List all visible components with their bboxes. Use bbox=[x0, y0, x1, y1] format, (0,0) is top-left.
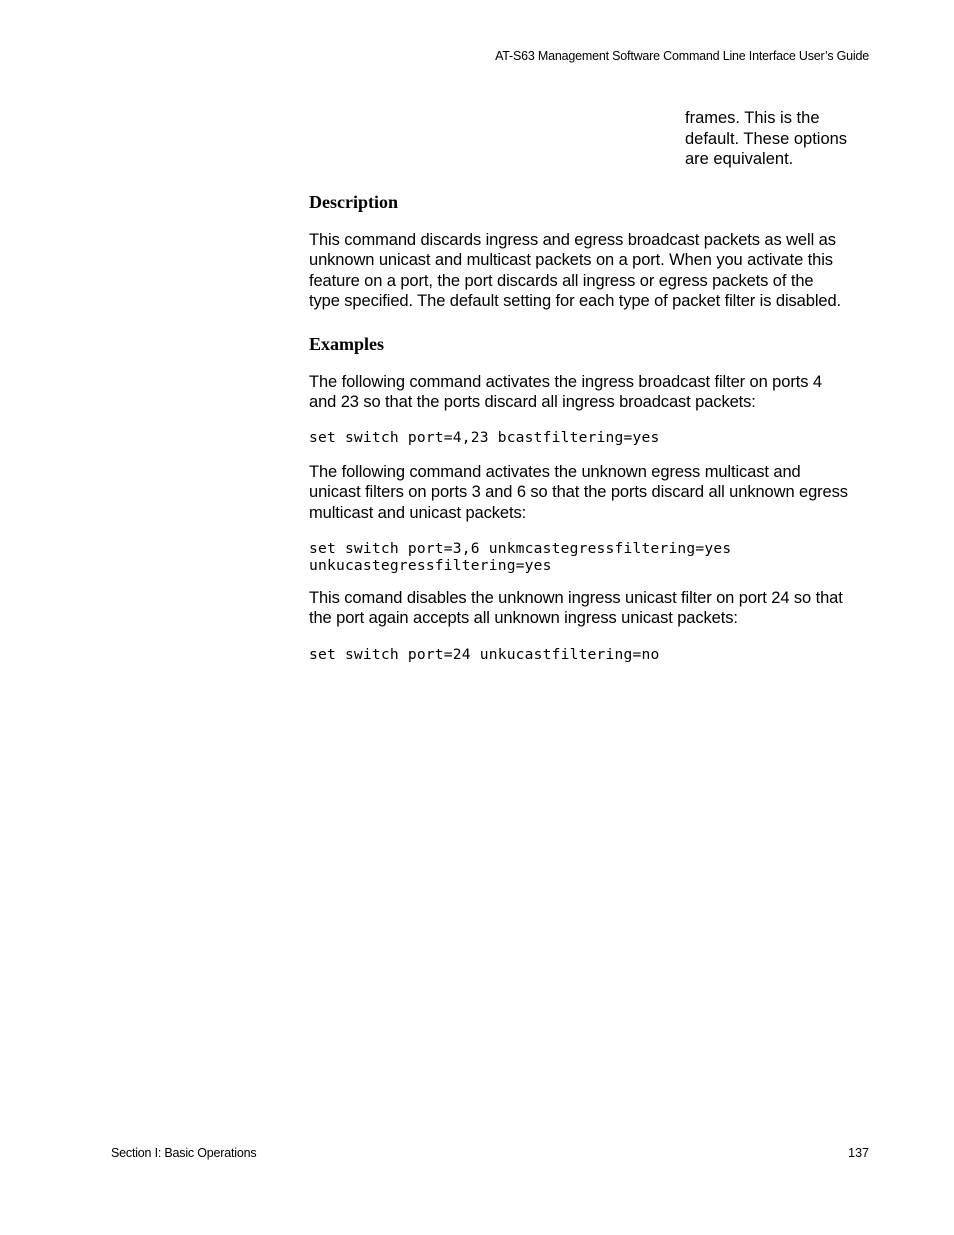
paragraph-line: and 23 so that the ports discard all ingress broadcast packets: bbox=[309, 393, 756, 412]
paragraph-line: The following command activates the unknown egress multicast and bbox=[309, 463, 801, 481]
examples-heading: Examples bbox=[309, 334, 385, 354]
paragraph-line: This comand disables the unknown ingress unicast filter on port 24 so that bbox=[309, 589, 843, 607]
code-line: set switch port=3,6 unkmcastegressfiltering=yes bbox=[309, 540, 732, 557]
code-line: set switch port=24 unkucastfiltering=no bbox=[309, 646, 660, 663]
code-line: unkucastegressfiltering=yes bbox=[309, 556, 552, 574]
continuation-line: default. These options bbox=[685, 129, 848, 148]
paragraph-line: unknown unicast and multicast packets on a port. When you activate this bbox=[309, 251, 833, 270]
description-paragraph bbox=[309, 230, 873, 312]
footer-section-title: Section I: Basic Operations bbox=[111, 1146, 257, 1160]
option-continuation-text bbox=[685, 108, 875, 170]
paragraph-line: the port again accepts all unknown ingress unicast packets: bbox=[309, 609, 738, 628]
continuation-line: are equivalent. bbox=[685, 150, 794, 168]
footer-page-number: 137 bbox=[848, 1146, 869, 1160]
paragraph-line: This command discards ingress and egress broadcast packets as well as bbox=[309, 231, 836, 249]
continuation-line: frames. This is the bbox=[685, 109, 820, 127]
paragraph-line: The following command activates the ingress broadcast filter on ports 4 bbox=[309, 373, 822, 391]
example3-paragraph bbox=[309, 588, 873, 629]
paragraph-line: feature on a port, the port discards all ingress or egress packets of the bbox=[309, 271, 814, 290]
paragraph-line: unicast filters on ports 3 and 6 so that the ports discard all unknown egress bbox=[309, 483, 848, 502]
example1-code bbox=[309, 430, 659, 447]
running-header: AT-S63 Management Software Command Line Interface User’s Guide bbox=[495, 49, 869, 63]
paragraph-line: type specified. The default setting for each type of packet filter is disabled. bbox=[309, 292, 842, 311]
description-heading: Description bbox=[309, 192, 398, 212]
code-line: set switch port=4,23 bcastfiltering=yes bbox=[309, 429, 660, 446]
paragraph-line: multicast and unicast packets: bbox=[309, 503, 527, 522]
example2-code bbox=[309, 541, 731, 574]
example2-paragraph bbox=[309, 462, 873, 523]
example3-code bbox=[309, 647, 659, 664]
example1-paragraph bbox=[309, 372, 873, 413]
